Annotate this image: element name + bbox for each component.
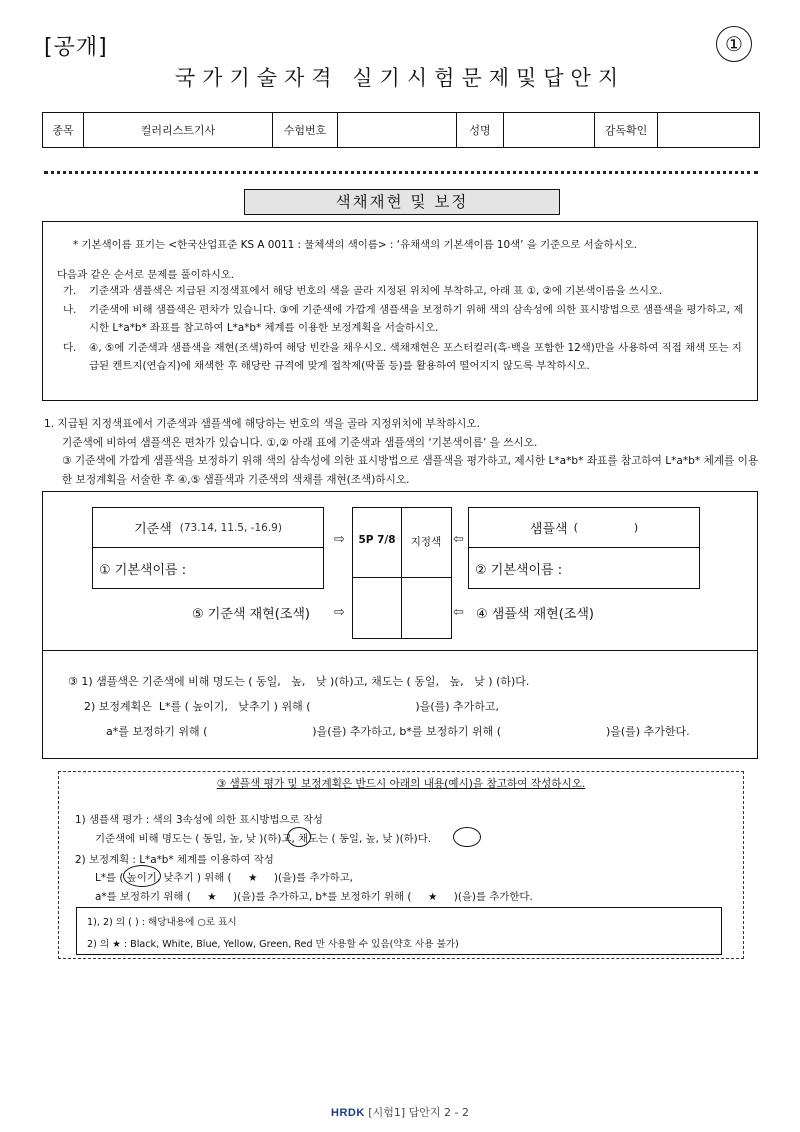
question-line: 기준색에 비하여 샘플색은 편차가 있습니다. ①,② 아래 표에 기준색과 샘플색의 ‘기본색이름’ 을 쓰시오. [62, 436, 538, 449]
sample-name-field[interactable]: ② 기본색이름 : [475, 562, 563, 578]
correction-plan-line[interactable]: a*를 보정하기 위해 ( )을(를) 추가하고, b*를 보정하기 위해 ( )을(를) 추가한다. [106, 725, 690, 738]
instruction-item [63, 282, 749, 300]
reference-reproduce-cell[interactable] [353, 578, 401, 638]
example-line: L*를 ( 높이기, 낮추기 ) 위해 ( ★ )(을)를 추가하고, [95, 872, 353, 884]
name-field[interactable] [504, 113, 595, 147]
name-label: 성명 [457, 113, 504, 147]
example-line: a*를 보정하기 위해 ( ★ )(을)를 추가하고, b*를 보정하기 위해 ( ★ )(을)를 추가한다. [95, 891, 533, 903]
instructions-box [42, 221, 758, 401]
supervisor-field[interactable] [658, 113, 759, 147]
example-circle-mark [123, 865, 161, 887]
footer [0, 1104, 800, 1120]
item-label: 가. [63, 285, 77, 297]
arrow-left-icon: ⇦ [453, 532, 464, 547]
sample-label: 샘플색 [529, 522, 568, 537]
note-line: 1), 2) 의 ( ) : 해당내용에 ○로 표시 [87, 917, 237, 928]
reference-name-field[interactable]: ① 기본색이름 : [99, 562, 187, 578]
item-text: 기준색에 비해 샘플색은 편차가 있습니다. ③에 기준색에 가깝게 샘플색을 보정하기 위해 색의 삼속성에 의한 표시방법으로 샘플색을 평가하고, 제시한 L*a*b* 좌표를 참고하여 L*a*b* 체계를 이용한 보정계획을 서술하시오. [89, 304, 744, 334]
footer-text: [시험1] 답안지 2 - 2 [368, 1106, 469, 1119]
arrow-left-icon: ⇦ [453, 605, 464, 620]
example-line: 기준색에 비해 명도는 ( 동일, 높, 낮 )(하)고, 채도는 ( 동일, 높, 낮 )(하)다. [95, 833, 432, 845]
exam-no-field[interactable] [338, 113, 457, 147]
page-number: ① [716, 26, 752, 62]
question-text [44, 415, 764, 489]
reference-reproduce-label: ⑤ 기준색 재현(조색) [192, 607, 310, 622]
reference-lab-values: (73.14, 11.5, -16.9) [179, 521, 282, 534]
question-line: ③ 기준색에 가깝게 샘플색을 보정하기 위해 색의 삼속성에 의한 표시방법으로 샘플색을 평가하고, 제시한 L*a*b* 좌표를 참고하여 L*a*b* 체계를 이용한 보정계획을 서술한 후 ④,⑤ 샘플색과 기준색의 색채를 재현(조색)하시오. [62, 455, 759, 486]
munsell-label: 5P 7/8 [358, 534, 396, 546]
intro-text: 다음과 같은 순서로 문제를 풀이하시오. [57, 269, 235, 281]
question-line: 1. 지급된 지정색표에서 기준색과 샘플색에 해당하는 번호의 색을 골라 지정위치에 부착하시오. [44, 418, 481, 430]
instruction-item [63, 301, 749, 337]
color-chip-grid [352, 507, 452, 639]
supervisor-label: 감독확인 [595, 113, 658, 147]
section-title: 색채재현 및 보정 [244, 189, 560, 215]
instruction-item [63, 339, 749, 375]
item-text: ④, ⑤에 기준색과 샘플색을 재현(조색)하여 해당 빈칸을 채우시오. 색채재현은 포스터컬러(흑·백을 포함한 12색)만을 사용하여 직접 채색 또는 지급된 켄트지(연습지)에 채색한 후 해당란 규격에 맞게 접착제(딱풀 등)를 활용하여 떨어지지 않도록 부착하시오. [89, 342, 742, 372]
example-notes [76, 907, 722, 955]
dotted-divider [44, 171, 758, 174]
item-label: 나. [63, 304, 77, 316]
sample-color-box [468, 507, 700, 589]
example-title: ③ 샘플색 평가 및 보정계획은 반드시 아래의 내용(예시)을 참고하여 작성하시오. [216, 778, 586, 790]
arrow-right-icon: ⇨ [334, 532, 345, 547]
evaluation-line[interactable]: ③ 1) 샘플색은 기준색에 비해 명도는 ( 동일, 높, 낮 )(하)고, 채도는 ( 동일, 높, 낮 ) (하)다. [68, 675, 530, 688]
sample-reproduce-cell[interactable] [402, 578, 451, 638]
info-table [42, 112, 760, 148]
field-label: 종목 [43, 113, 84, 147]
note-line: 2) 의 ★ : Black, White, Blue, Yellow, Green, Red 만 사용할 수 있음(약호 사용 불가) [87, 939, 459, 950]
example-circle-mark [287, 827, 311, 847]
sample-reproduce-label: ④ 샘플색 재현(조색) [476, 607, 594, 622]
star-note: * 기본색이름 표기는 <한국산업표준 KS A 0011 : 물체색의 색이름> : ‘유채색의 기본색이름 10색’ 을 기준으로 서술하시오. [73, 239, 638, 251]
example-line: 1) 샘플색 평가 : 색의 3속성에 의한 표시방법으로 작성 [75, 814, 323, 826]
reference-color-box [92, 507, 324, 589]
public-tag: [공개] [44, 35, 108, 60]
exam-no-label: 수험번호 [273, 113, 338, 147]
example-line: 2) 보정계획 : L*a*b* 체계를 이용하여 작성 [75, 854, 274, 866]
designated-label: 지정색 [410, 536, 442, 548]
field-value: 컬러리스트기사 [84, 113, 273, 147]
arrow-right-icon: ⇨ [334, 605, 345, 620]
example-circle-mark [453, 827, 481, 847]
item-label: 다. [63, 342, 77, 354]
hrdk-logo: HRDK [331, 1107, 365, 1119]
answer-divider [42, 650, 758, 651]
reference-label: 기준색 [134, 522, 172, 537]
item-text: 기준색과 샘플색은 지급된 지정색표에서 해당 번호의 색을 골라 지정된 위치에 부착하고, 아래 표 ①, ②에 기본색이름을 쓰시오. [89, 285, 663, 297]
correction-plan-line[interactable]: 2) 보정계획은 L*를 ( 높이기, 낮추기 ) 위해 ( )을(를) 추가하고, [84, 700, 500, 713]
page-title: 국가기술자격 실기시험문제및답안지 [174, 66, 626, 90]
sample-paren: ( ) [573, 521, 639, 534]
